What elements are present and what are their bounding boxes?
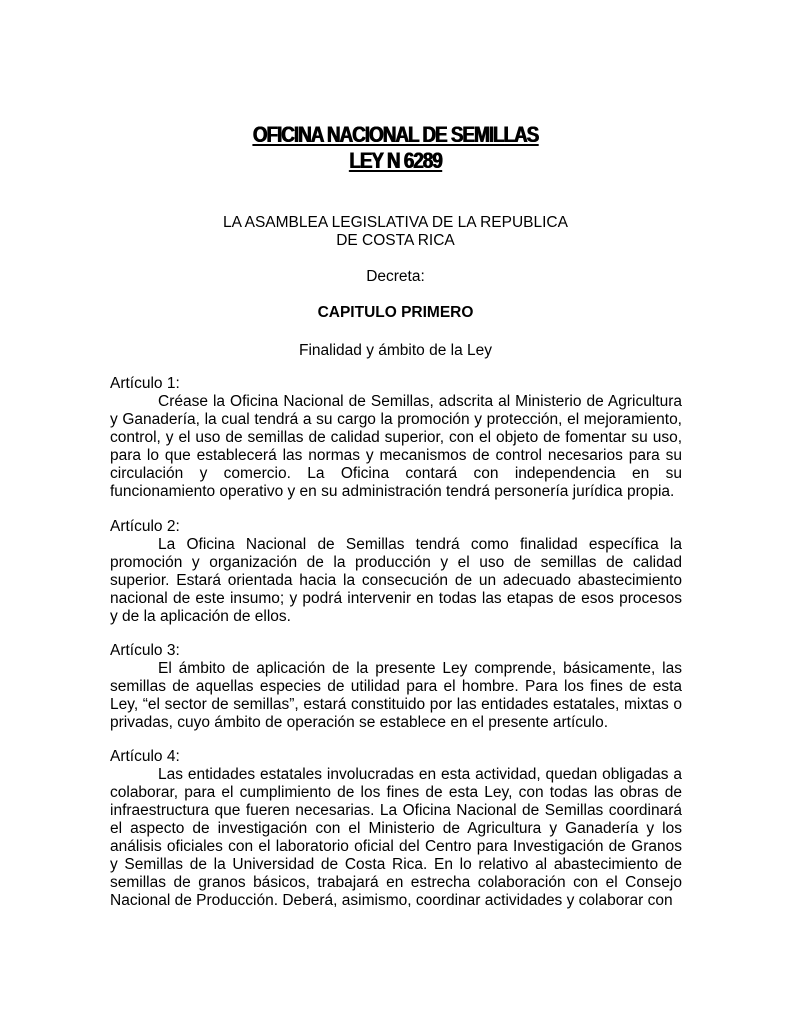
article-text: La Oficina Nacional de Semillas tendrá como finalidad específica la promoción y organización de la producción y el uso de semillas de calidad superior. Estará orientada hacia la consecución de un adecuado abastecimiento nacional de este insumo; y podrá intervenir en todas las etapas de esos procesos y de la aplicación de ellos. xyxy=(110,536,682,625)
article-heading: Artículo 2: xyxy=(110,518,180,535)
article-text: Las entidades estatales involucradas en esta actividad, quedan obligadas a colaborar, para el cumplimiento de los fines de esta Ley, con todas las obras de infraestructura que fueren necesarias. La Oficina Nacional de Semillas coordinará el aspecto de investigación con el Ministerio de Agricultura y Ganadería y los análisis oficiales con el laboratorio oficial del Centro para Investigación de Granos y Semillas de la Universidad de Costa Rica. En lo relativo al abastecimiento de semillas de granos básicos, trabajará en estrecha colaboración con el Consejo Nacional de Producción. Deberá, asimismo, coordinar actividades y colaborar con xyxy=(110,766,682,909)
assembly-line-2: DE COSTA RICA xyxy=(336,232,455,249)
assembly-line-1: LA ASAMBLEA LEGISLATIVA DE LA REPUBLICA xyxy=(223,214,568,231)
article-4 xyxy=(110,748,682,910)
article-heading: Artículo 1: xyxy=(110,375,180,392)
article-heading: Artículo 4: xyxy=(110,748,180,765)
article-heading: Artículo 3: xyxy=(110,642,180,659)
title-law-number: LEY N 6289 xyxy=(349,148,442,173)
article-text: El ámbito de aplicación de la presente Ley comprende, básicamente, las semillas de aquellas especies de utilidad para el hombre. Para los fines de esta Ley, “el sector de semillas”, estará constituido por las entidades estatales, mixtas o privadas, cuyo ámbito de operación se establece en el presente artículo. xyxy=(110,660,682,731)
title-office-name: OFICINA NACIONAL DE SEMILLAS xyxy=(252,122,539,147)
chapter-heading: CAPITULO PRIMERO xyxy=(317,304,474,321)
document-title xyxy=(0,122,791,174)
decree-label: Decreta: xyxy=(366,268,425,285)
article-text: Créase la Oficina Nacional de Semillas, adscrita al Ministerio de Agricultura y Ganadería, la cual tendrá a su cargo la promoción y protección, el mejoramiento, control, y el uso de semillas de calidad superior, con el objeto de fomentar su uso, para lo que establecerá las normas y mecanismos de control necesarios para su circulación y comercio. La Oficina contará con independencia en su funcionamiento operativo y en su administración tendrá personería jurídica propia. xyxy=(110,393,682,500)
article-3 xyxy=(110,642,682,732)
article-1 xyxy=(110,375,682,501)
article-2 xyxy=(110,518,682,626)
chapter-subtitle: Finalidad y ámbito de la Ley xyxy=(298,342,492,359)
assembly-heading xyxy=(0,214,791,250)
